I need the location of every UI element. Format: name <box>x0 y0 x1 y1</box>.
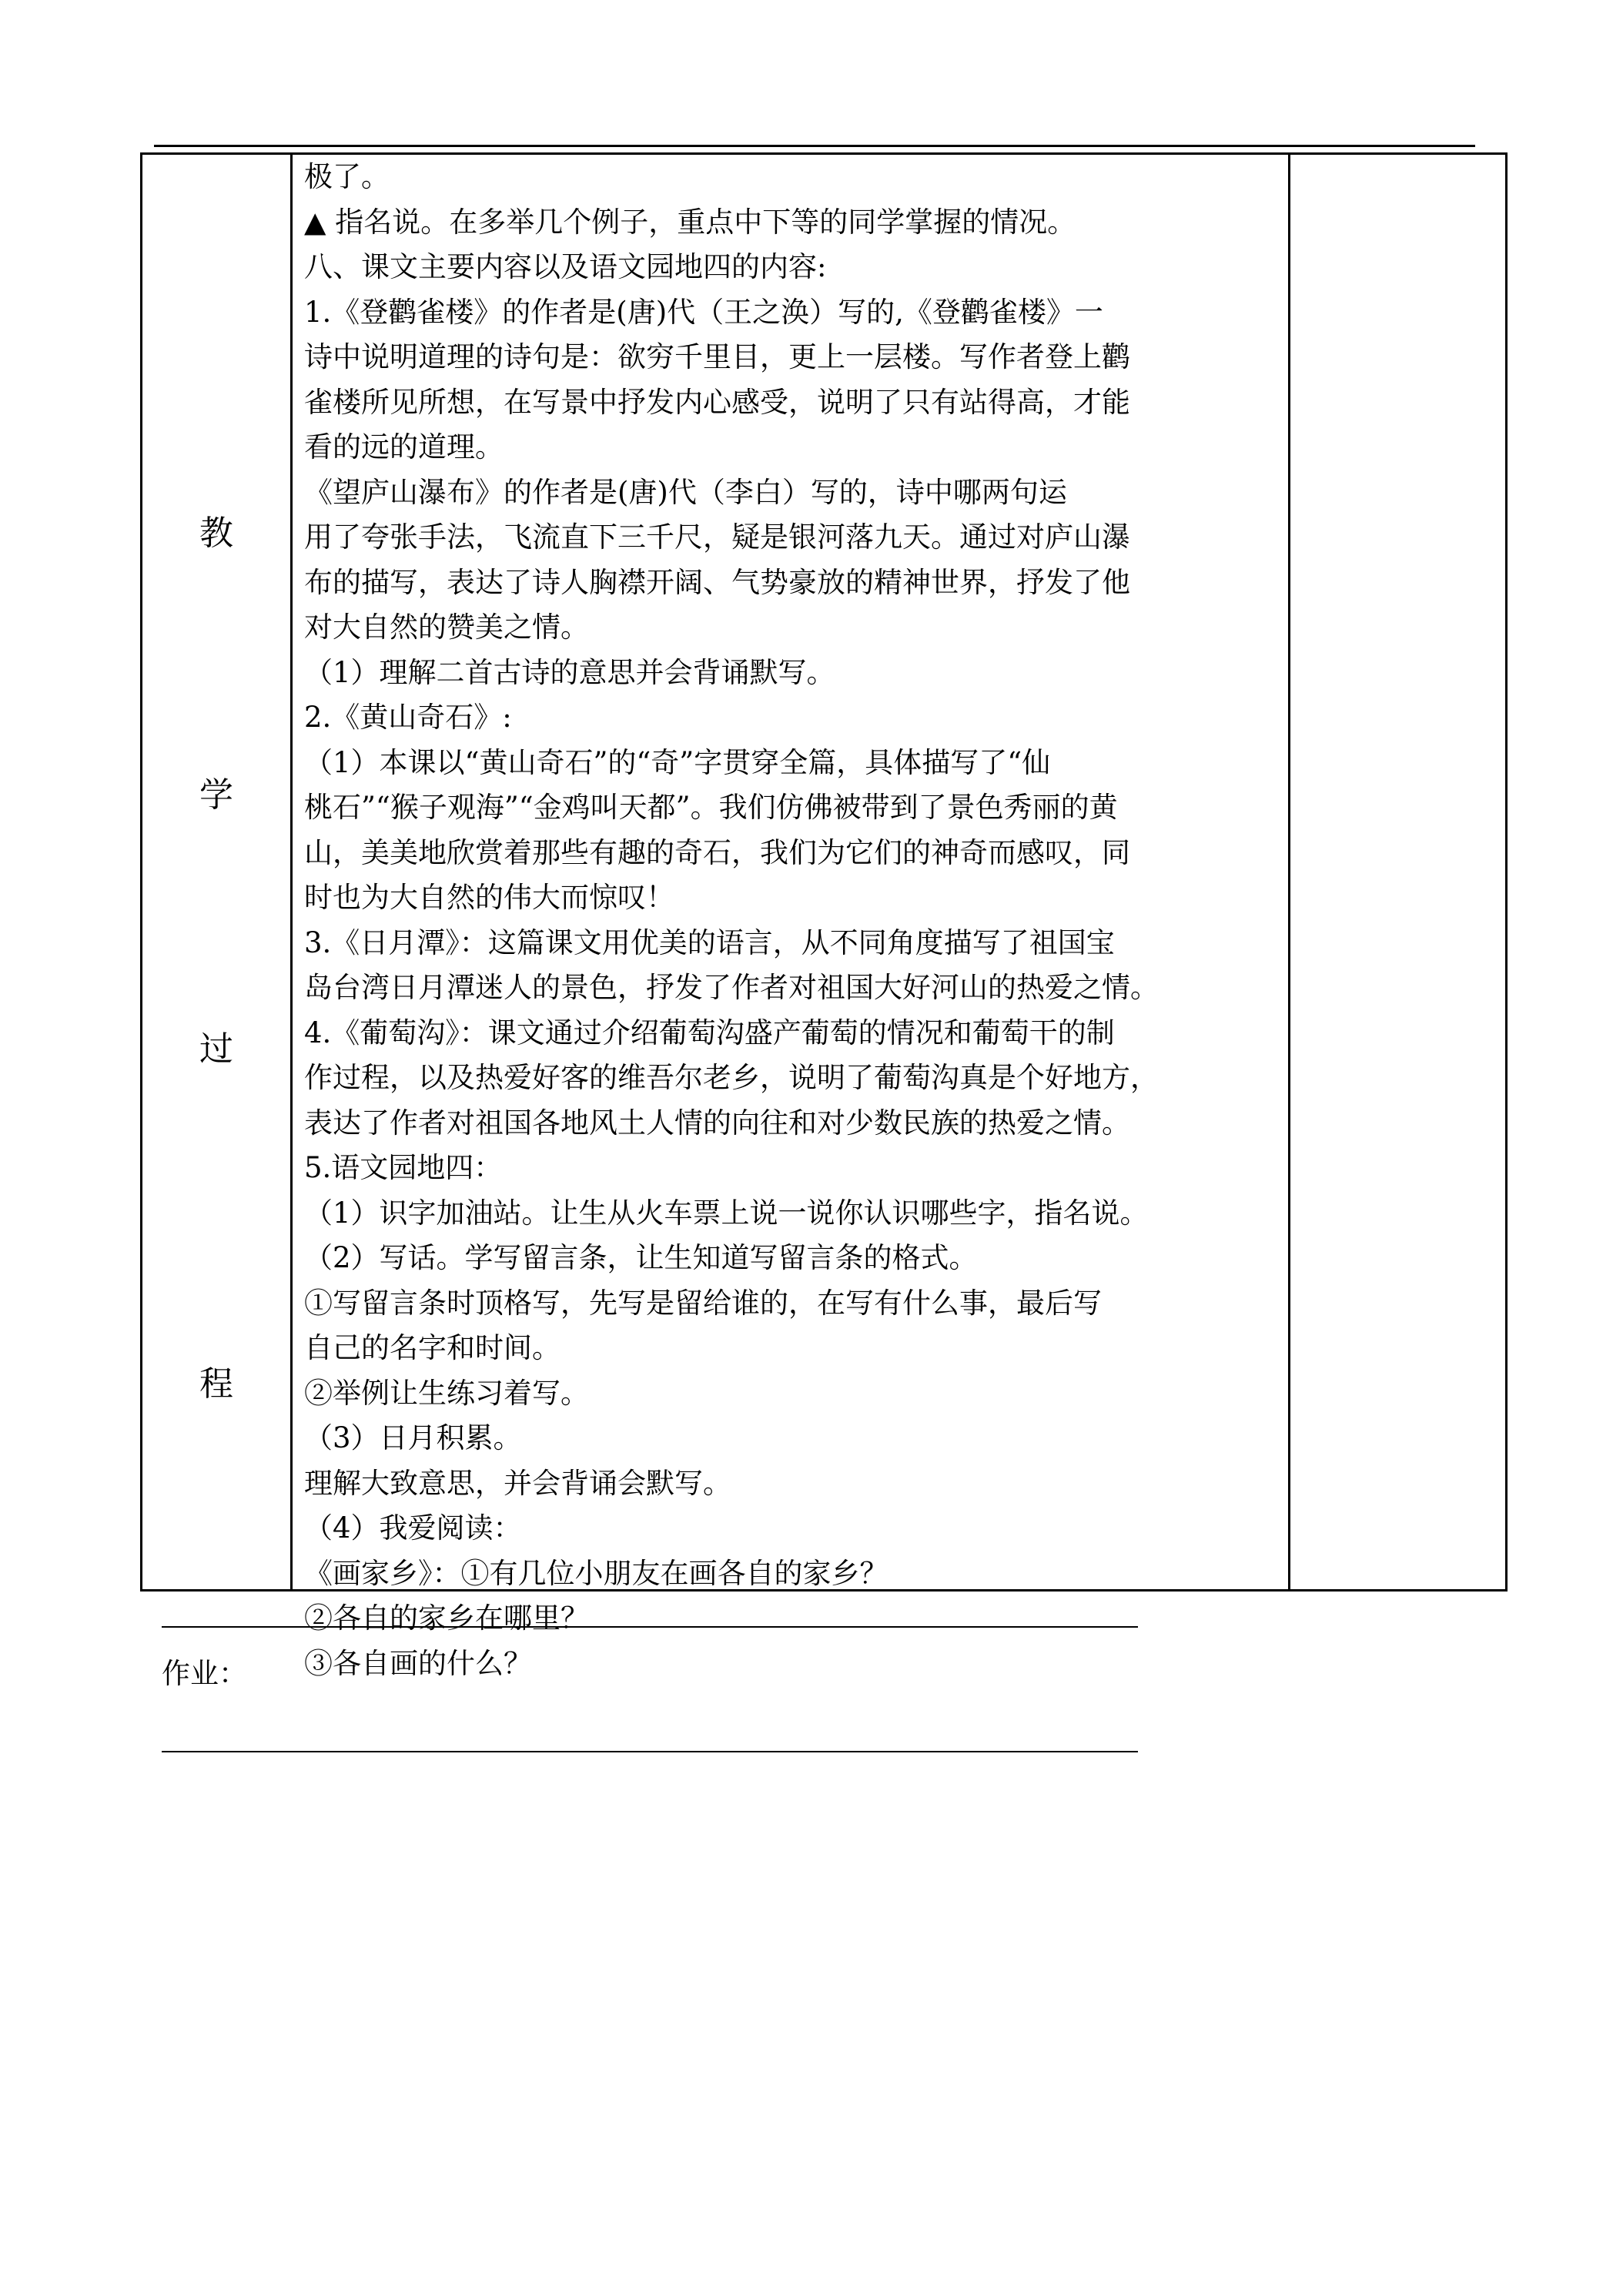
content-line: 表达了作者对祖国各地风土人情的向往和对少数民族的热爱之情。 <box>304 1106 1130 1140</box>
homework-label: 作业： <box>162 1657 247 1690</box>
content-line: 桃石”“猴子观海”“金鸡叫天都”。我们仿佛被带到了景色秀丽的黄 <box>304 791 1118 824</box>
content-line: （3）日月积累。 <box>304 1421 522 1454</box>
side-label-char-1: 教 <box>199 514 233 553</box>
content-line: ③各自画的什么？ <box>304 1646 532 1680</box>
content-line: （1）本课以“黄山奇石”的“奇”字贯穿全篇，具体描写了“仙 <box>304 745 1051 779</box>
content-line: ②各自的家乡在哪里？ <box>304 1602 589 1635</box>
content-line: 3.《日月潭》：这篇课文用优美的语言，从不同角度描写了祖国宝 <box>304 925 1115 959</box>
content-line: 5.语文园地四： <box>304 1151 503 1184</box>
homework-bottom-rule <box>162 1751 1138 1752</box>
content-line: 岛台湾日月潭迷人的景色，抒发了作者对祖国大好河山的热爱之情。 <box>304 971 1159 1004</box>
content-line: ▲ 指名说。在多举几个例子，重点中下等的同学掌握的情况。 <box>304 205 1076 239</box>
content-line: 理解大致意思，并会背诵会默写。 <box>304 1466 731 1500</box>
content-line: 八、课文主要内容以及语文园地四的内容: <box>304 250 827 283</box>
side-label-char-3: 过 <box>199 1029 233 1069</box>
header-rule <box>154 145 1475 147</box>
content-line: ②举例让生练习着写。 <box>304 1376 589 1410</box>
content-line: 对大自然的赞美之情。 <box>304 611 589 644</box>
content-line: （4）我爱阅读： <box>304 1511 522 1545</box>
content-line: 2.《黄山奇石》: <box>304 701 512 734</box>
content-line: 1.《登鹳雀楼》的作者是(唐)代（王之涣）写的,《登鹳雀楼》一 <box>304 295 1103 329</box>
content-line: 雀楼所见所想，在写景中抒发内心感受，说明了只有站得高，才能 <box>304 385 1130 419</box>
content-line: 极了。 <box>304 160 390 193</box>
content-line: 布的描写，表达了诗人胸襟开阔、气势豪放的精神世界，抒发了他 <box>304 565 1130 599</box>
content-line: 4.《葡萄沟》：课文通过介绍葡萄沟盛产葡萄的情况和葡萄干的制 <box>304 1016 1115 1049</box>
content-line: 作过程，以及热爱好客的维吾尔老乡，说明了葡萄沟真是个好地方， <box>304 1061 1159 1094</box>
content-line: 诗中说明道理的诗句是：欲穷千里目，更上一层楼。写作者登上鹳 <box>304 340 1130 373</box>
homework-top-rule <box>162 1626 1138 1628</box>
content-line: 自己的名字和时间。 <box>304 1331 561 1364</box>
content-line: （1）理解二首古诗的意思并会背诵默写。 <box>304 655 835 689</box>
content-line: 用了夸张手法，飞流直下三千尺，疑是银河落九天。通过对庐山瀑 <box>304 520 1130 554</box>
content-line: （1）识字加油站。让生从火车票上说一说你认识哪些字，指名说。 <box>304 1196 1149 1230</box>
content-line: 看的远的道理。 <box>304 430 504 464</box>
content-line: 《画家乡》：①有几位小朋友在画各自的家乡？ <box>304 1556 888 1590</box>
column-divider-left <box>290 155 293 1589</box>
content-line: ①写留言条时顶格写，先写是留给谁的，在写有什么事，最后写 <box>304 1286 1102 1320</box>
content-line: 《望庐山瀑布》的作者是(唐)代（李白）写的，诗中哪两句运 <box>304 475 1067 509</box>
side-label-char-2: 学 <box>199 775 233 815</box>
content-line: 山，美美地欣赏着那些有趣的奇石，我们为它们的神奇而感叹，同 <box>304 835 1130 869</box>
content-line: （2）写话。学写留言条，让生知道写留言条的格式。 <box>304 1241 978 1274</box>
side-label-char-4: 程 <box>199 1364 233 1404</box>
lesson-content <box>304 155 1279 1686</box>
content-line: 时也为大自然的伟大而惊叹！ <box>304 881 674 914</box>
column-divider-right <box>1288 155 1290 1589</box>
